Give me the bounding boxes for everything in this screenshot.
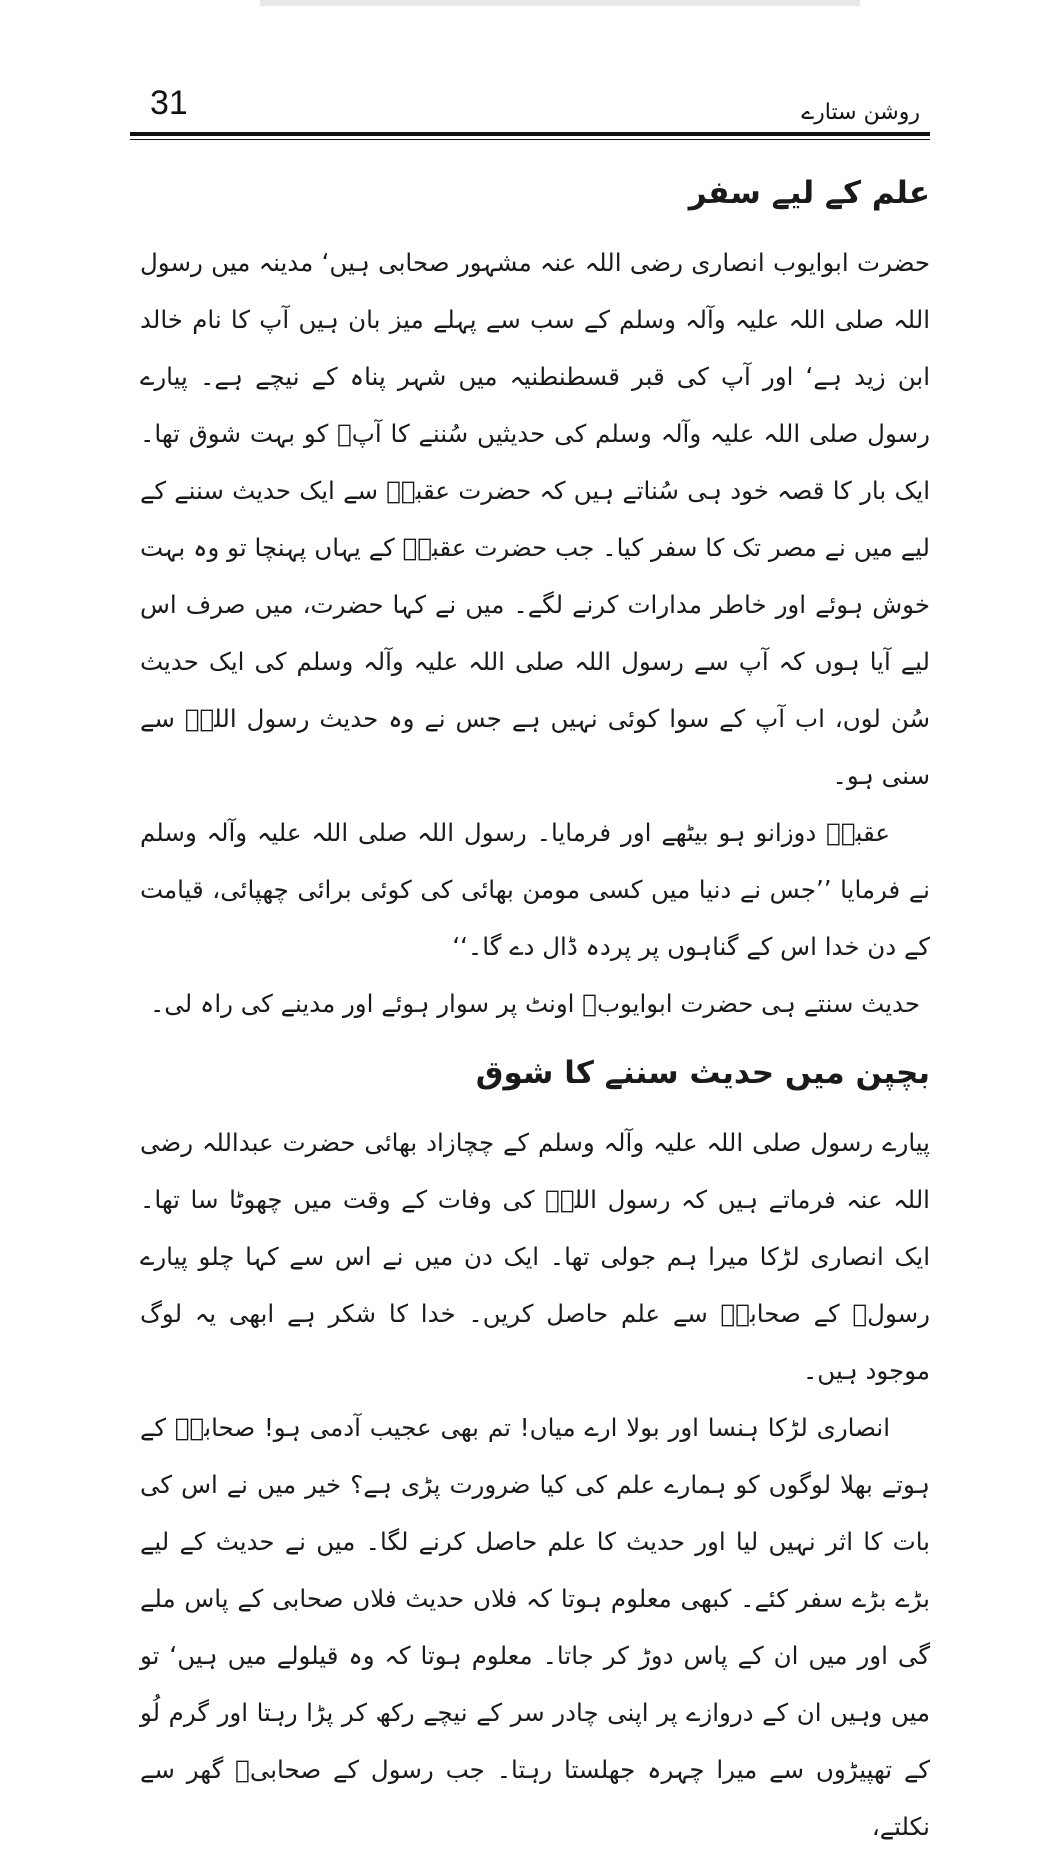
paragraph: حضرت ابوایوب انصاری رضی اللہ عنہ مشہور صحابی ہیں‘ مدینہ میں رسول اللہ صلی اللہ علیہ وآلہ وسلم کے سب سے پہلے میز بان ہیں آپ کا نام خالد ابن زید ہے‘ اور آپ کی قبر قسطنطنیہ میں شہر پناہ کے نیچے ہے۔ پیارے رسول صلی اللہ علیہ وآلہ وسلم کی حدیثیں سُننے کا آپؓ کو بہت شوق تھا۔ ایک بار کا قصہ خود ہی سُناتے ہیں کہ حضرت عقبہؓ سے ایک حدیث سننے کے لیے میں نے مصر تک کا سفر کیا۔ جب حضرت عقبہؓ کے یہاں پہنچا تو وہ بہت خوش ہوئے اور خاطر مدارات کرنے لگے۔ میں نے کہا حضرت، میں صرف اس لیے آیا ہوں کہ آپ سے رسول اللہ صلی اللہ علیہ وآلہ وسلم کی ایک حدیث سُن لوں، اب آپ کے سوا کوئی نہیں ہے جس نے وہ حدیث رسول اللہؐ سے سنی ہو۔ [140, 248, 930, 790]
page-top-shadow [260, 0, 860, 6]
page-number: 31 [150, 84, 188, 122]
header-rule [130, 132, 930, 136]
section-heading-childhood-hadith: بچپن میں حدیث سننے کا شوق [475, 1055, 930, 1091]
header-rule-thin [130, 139, 930, 140]
paragraph: انصاری لڑکا ہنسا اور بولا ارے میاں! تم بھی عجیب آدمی ہو! صحابہؓ کے ہوتے بھلا لوگوں کو ہمارے علم کی کیا ضرورت پڑی ہے؟ خیر میں نے اس کی بات کا اثر نہیں لیا اور حدیث کا علم حاصل کرنے لگا۔ میں نے حدیث کے لیے بڑے بڑے سفر کئے۔ کبھی معلوم ہوتا کہ فلاں حدیث فلاں صحابی کے پاس ملے گی اور میں ان کے پاس دوڑ کر جاتا۔ معلوم ہوتا کہ وہ قیلولے میں ہیں‘ تو میں وہیں ان کے دروازے پر اپنی چادر سر کے نیچے رکھ کر پڑا رہتا اور گرم لُو کے تھپیڑوں سے میرا چہرہ جھلستا رہتا۔ جب رسول کے صحابیؓ گھر سے نکلتے، [140, 1413, 930, 1841]
page-header [130, 78, 930, 138]
section-gap [140, 1032, 930, 1040]
paragraph: پیارے رسول صلی اللہ علیہ وآلہ وسلم کے چچازاد بھائی حضرت عبداللہ رضی اللہ عنہ فرماتے ہیں کہ رسول اللہؐ کی وفات کے وقت میں چھوٹا سا تھا۔ ایک انصاری لڑکا میرا ہم جولی تھا۔ ایک دن میں نے اس سے کہا چلو پیارے رسولؐ کے صحابہؓ سے علم حاصل کریں۔ خدا کا شکر ہے ابھی یہ لوگ موجود ہیں۔ [140, 1128, 930, 1385]
paragraph: عقبہؓ دوزانو ہو بیٹھے اور فرمایا۔ رسول اللہ صلی اللہ علیہ وآلہ وسلم نے فرمایا ’’جس نے دنیا میں کسی مومن بھائی کی کوئی برائی چھپائی، قیامت کے دن خدا اس کے گناہوں پر پردہ ڈال دے گا۔‘‘ [140, 818, 930, 961]
page-content [140, 160, 930, 1855]
section-heading-travel-for-knowledge: علم کے لیے سفر [688, 175, 930, 211]
paragraph: حدیث سنتے ہی حضرت ابوایوبؓ اونٹ پر سوار ہوئے اور مدینے کی راہ لی۔ [149, 989, 921, 1018]
book-title: روشن ستارے [801, 100, 920, 125]
